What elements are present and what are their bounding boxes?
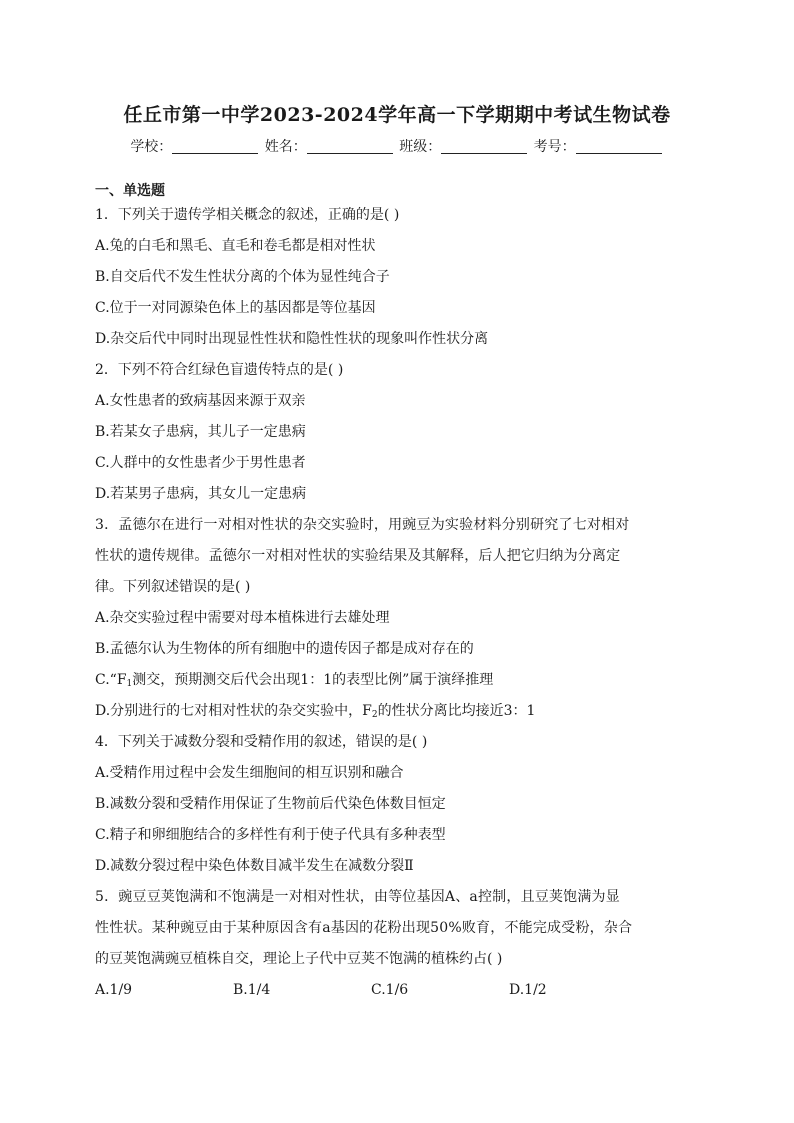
option-a[interactable]: A.杂交实验过程中需要对母本植株进行去雄处理 [95, 610, 390, 626]
option-c[interactable]: C.精子和卵细胞结合的多样性有利于使子代具有多种表型 [95, 827, 446, 843]
option-c-text: 测交，预期测交后代会出现1：1的表型比例”属于演绎推理 [132, 672, 494, 688]
question-stem-line: 律。下列叙述错误的是( ) [95, 579, 251, 595]
option-b[interactable]: B.减数分裂和受精作用保证了生物前后代染色体数目恒定 [95, 796, 446, 812]
option-c-text: C.“F [95, 672, 127, 688]
question-stem-line: 5．豌豆豆荚饱满和不饱满是一对相对性状，由等位基因A、a控制，且豆荚饱满为显 [95, 889, 620, 905]
option-d-text: 的性状分离比均接近3：1 [377, 703, 536, 719]
option-c[interactable]: C.人群中的女性患者少于男性患者 [95, 455, 306, 471]
name-label: 姓名： [264, 139, 307, 155]
option-a[interactable]: A.女性患者的致病基因来源于双亲 [95, 393, 306, 409]
option-a[interactable]: A.1/9 [95, 982, 133, 998]
student-info-row [0, 136, 794, 156]
school-blank[interactable] [172, 139, 258, 154]
school-label: 学校： [130, 139, 173, 155]
option-c[interactable] [95, 667, 705, 698]
option-d[interactable] [95, 698, 705, 729]
question-stem: 4．下列关于减数分裂和受精作用的叙述，错误的是( ) [95, 734, 428, 750]
options-row [95, 977, 705, 1008]
option-d-text: D.分别进行的七对相对性状的杂交实验中，F [95, 703, 372, 719]
option-b[interactable]: B.若某女子患病，其儿子一定患病 [95, 424, 306, 440]
question-stem-line: 的豆荚饱满豌豆植株自交，理论上子代中豆荚不饱满的植株约占( ) [95, 951, 503, 967]
question-list [95, 202, 705, 1008]
class-label: 班级： [399, 139, 442, 155]
option-d[interactable]: D.若某男子患病，其女儿一定患病 [95, 486, 307, 502]
section-title: 一、单选题 [95, 183, 165, 199]
question-stem: 1．下列关于遗传学相关概念的叙述，正确的是( ) [95, 207, 400, 223]
question-stem-line: 性性状。某种豌豆由于某种原因含有a基因的花粉出现50%败育，不能完成受粉，杂合 [95, 920, 633, 936]
subscript: 2 [371, 710, 378, 720]
exam-number-label: 考号： [533, 139, 576, 155]
option-c[interactable]: C.位于一对同源染色体上的基因都是等位基因 [95, 300, 376, 316]
option-d[interactable]: D.杂交后代中同时出现显性性状和隐性性状的现象叫作性状分离 [95, 331, 489, 347]
option-d[interactable]: D.减数分裂过程中染色体数目减半发生在减数分裂Ⅱ [95, 858, 414, 874]
option-a[interactable]: A.受精作用过程中会发生细胞间的相互识别和融合 [95, 765, 404, 781]
subscript: 1 [126, 679, 133, 689]
option-b[interactable]: B.孟德尔认为生物体的所有细胞中的遗传因子都是成对存在的 [95, 641, 474, 657]
class-blank[interactable] [441, 139, 527, 154]
option-a[interactable]: A.兔的白毛和黑毛、直毛和卷毛都是相对性状 [95, 238, 376, 254]
exam-number-blank[interactable] [576, 139, 662, 154]
question-stem: 2．下列不符合红绿色盲遗传特点的是( ) [95, 362, 344, 378]
option-b[interactable]: B.1/4 [233, 982, 271, 998]
name-blank[interactable] [307, 139, 393, 154]
question-stem-line: 性状的遗传规律。孟德尔一对相对性状的实验结果及其解释，后人把它归纳为分离定 [95, 548, 621, 564]
option-d[interactable]: D.1/2 [509, 982, 547, 998]
option-c[interactable]: C.1/6 [371, 982, 409, 998]
page-title: 任丘市第一中学2023-2024学年高一下学期期中考试生物试卷 [123, 104, 671, 126]
question-stem-line: 3．孟德尔在进行一对相对性状的杂交实验时，用豌豆为实验材料分别研究了七对相对 [95, 517, 630, 533]
option-b[interactable]: B.自交后代不发生性状分离的个体为显性纯合子 [95, 269, 390, 285]
